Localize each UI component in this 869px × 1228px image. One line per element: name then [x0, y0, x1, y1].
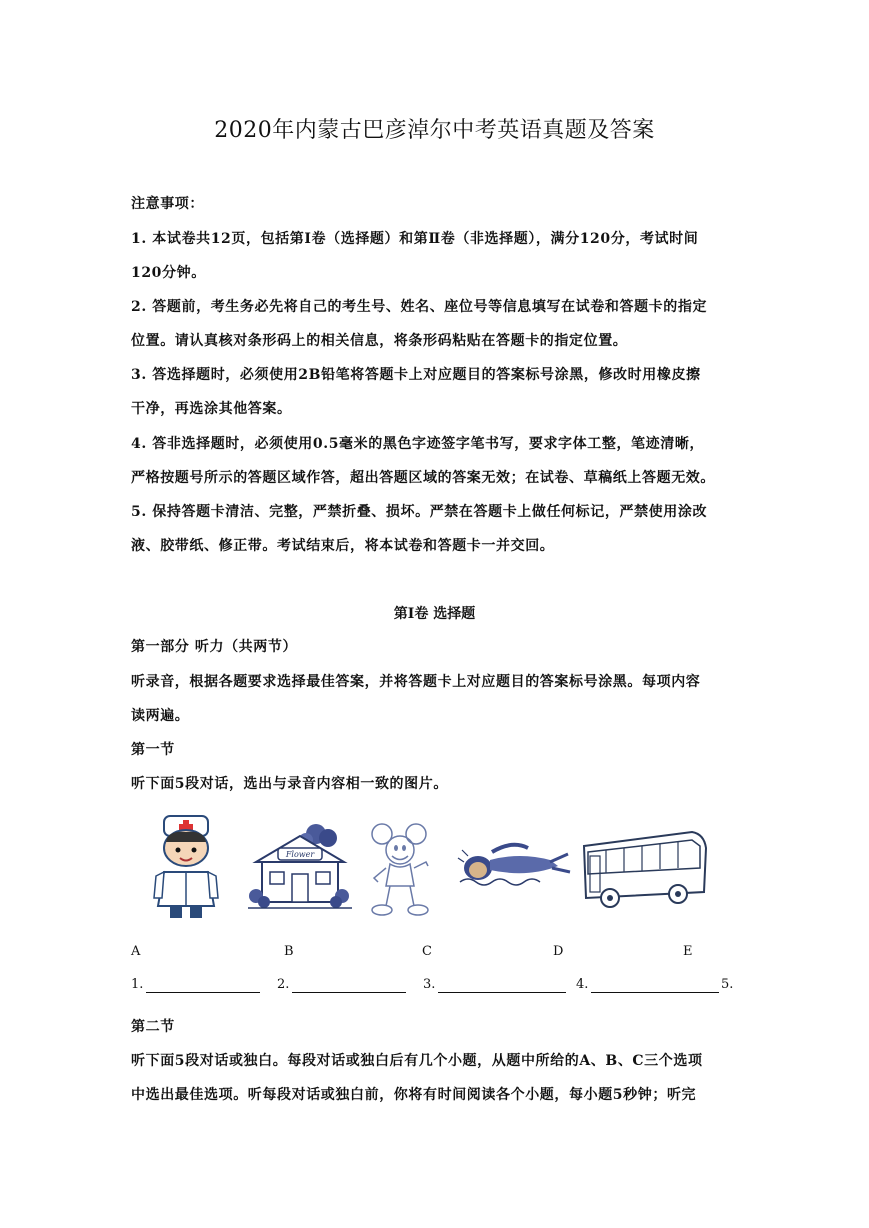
blank-number: 3.	[423, 977, 436, 992]
notice-line: 严格按题号所示的答题区域作答，超出答题区域的答案无效；在试卷、草稿纸上答题无效。	[131, 470, 715, 486]
notice-line: 干净，再选涂其他答案。	[131, 401, 292, 417]
picture-letter: A	[131, 944, 141, 959]
answer-blank[interactable]	[438, 977, 566, 993]
notice-line: 4. 答非选择题时，必须使用0.5毫米的黑色字迹签字笔书写，要求字体工整，笔迹清晰，	[131, 436, 705, 452]
mickey-mouse-picture	[368, 822, 432, 916]
answer-blank[interactable]	[146, 977, 260, 993]
subsection-heading: 第二节	[131, 1019, 175, 1035]
notice-line: 位置。请认真核对条形码上的相关信息，将条形码粘贴在答题卡的指定位置。	[131, 333, 628, 349]
flower-sign-text: Flower	[285, 850, 315, 859]
picture-letter: C	[422, 944, 432, 959]
doctor-picture	[150, 812, 222, 922]
answer-blank[interactable]	[591, 977, 719, 993]
page-title: 2020年内蒙古巴彦淖尔中考英语真题及答案	[214, 118, 655, 143]
picture-letter: B	[284, 944, 294, 959]
bus-picture	[580, 826, 708, 910]
swimmer-picture	[456, 838, 574, 894]
notice-line: 3. 答选择题时，必须使用2B铅笔将答题卡上对应题目的答案标号涂黑，修改时用橡皮擦	[131, 367, 701, 383]
blank-number: 1.	[131, 977, 144, 992]
answer-blank[interactable]	[292, 977, 406, 993]
instruction-line: 听下面5段对话或独白。每段对话或独白后有几个小题，从题中所给的A、B、C三个选项	[131, 1053, 703, 1069]
blank-number: 5.	[721, 977, 734, 992]
instruction-line: 读两遍。	[131, 708, 190, 724]
instruction-line: 听下面5段对话，选出与录音内容相一致的图片。	[131, 776, 448, 792]
notice-line: 1. 本试卷共12页，包括第Ⅰ卷（选择题）和第Ⅱ卷（非选择题），满分120分，考试时间	[131, 231, 699, 247]
instruction-line: 中选出最佳选项。听每段对话或独白前，你将有时间阅读各个小题，每小题5秒钟；听完	[131, 1087, 697, 1103]
part-heading: 第一部分 听力（共两节）	[131, 639, 298, 655]
blank-number: 4.	[576, 977, 589, 992]
picture-letter: D	[553, 944, 564, 959]
blank-number: 2.	[277, 977, 290, 992]
notice-line: 2. 答题前，考生务必先将自己的考生号、姓名、座位号等信息填写在试卷和答题卡的指定	[131, 299, 708, 315]
notice-heading: 注意事项：	[131, 196, 204, 212]
notice-line: 5. 保持答题卡清洁、完整，严禁折叠、损坏。严禁在答题卡上做任何标记，严禁使用涂改	[131, 504, 708, 520]
flower-shop-picture	[248, 822, 352, 912]
instruction-line: 听录音，根据各题要求选择最佳答案，并将答题卡上对应题目的答案标号涂黑。每项内容	[131, 674, 701, 690]
notice-line: 液、胶带纸、修正带。考试结束后，将本试卷和答题卡一并交回。	[131, 538, 555, 554]
notice-line: 120分钟。	[131, 265, 206, 281]
subsection-heading: 第一节	[131, 742, 175, 758]
section-title: 第Ⅰ卷 选择题	[393, 606, 476, 622]
picture-letter: E	[683, 944, 693, 959]
